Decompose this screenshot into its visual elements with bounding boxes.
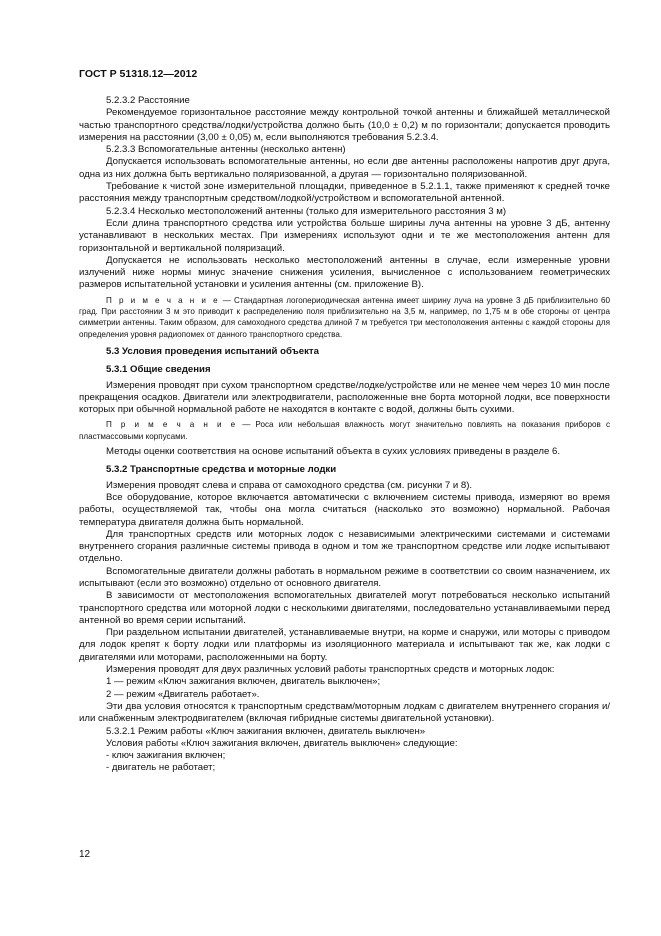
paragraph: Измерения проводят при сухом транспортном средстве/лодке/устройстве или не менее чем через 10 мин после прекращения осадков. Двигатели или электродвигатели, расположенные вне борта моторной лодки, все поверхности которых при обычной нормальной работе не находятся в контакте с водой, должны быть сухими. [79, 379, 610, 416]
paragraph: Измерения проводят слева и справа от самоходного средства (см. рисунки 7 и 8). [106, 479, 473, 491]
section-heading: 5.3 Условия проведения испытаний объекта [106, 345, 319, 357]
paragraph: Для транспортных средств или моторных лодок с независимыми электрическими системами и системами внутреннего сгорания различные системы привода в одном и том же транспортном средстве или лодке испытывают отдельно. [79, 528, 610, 565]
paragraph: Методы оценки соответствия на основе испытаний объекта в сухих условиях приведены в разделе 6. [106, 446, 561, 458]
paragraph: Допускается не использовать несколько местоположений антенны в случае, если измеренные уровни излучений ниже нормы минус значение снижения усиления, вычисленное с использованием геометрических размеров испытательной установки и усиления антенны (см. приложение В). [79, 254, 610, 291]
paragraph: Требование к чистой зоне измерительной площадки, приведенное в 5.2.1.1, также применяют к средней точке расстояния между транспортным средством/лодкой/устройством и вспомогательной антенной. [79, 181, 610, 205]
paragraph: Если длина транспортного средства или устройства больше ширины луча антенны на уровне 3 дБ, антенну устанавливают в нескольких местах. При измерениях используют одни и те же местоположения антенн для горизонтальной и вертикальной поляризаций. [79, 217, 610, 254]
note-text: — Стандартная логопериодическая антенна имеет ширину луча на уровне 3 дБ приблизительно 60 град. При расстоянии 3 м это приводит к распределению поля приблизительно на 3,5 м, например, по 1,75 м в обе стороны от центра симметрии антенны. Таким образом, для самоходного средства длиной 7 м требуется три местоположения антенны с каждой стороны для определения уровня радиопомех от данного транспортного средства. [79, 295, 610, 339]
paragraph: Эти два условия относятся к транспортным средствам/моторным лодкам с двигателем внутреннего сгорания и/или снабженным электродвигателем (включая гибридные системы двигательной установки). [79, 700, 610, 725]
paragraph: Вспомогательные двигатели должны работать в нормальном режиме в соответствии со своим назначением, их испытывают (если это возможно) отдельно от основного двигателя. [79, 565, 610, 589]
note-label: П р и м е ч а н и е [106, 295, 220, 305]
section-heading: 5.3.1 Общие сведения [106, 364, 211, 376]
paragraph: При раздельном испытании двигателей, устанавливаемые внутри, на корме и снаружи, или моторы с приводом для лодок крепят к борту лодки или платформы из изоляционного материала и испытывают так же, как лодки с двигателями или моторами, расположенными на борту. [79, 627, 610, 663]
subsection-heading: 5.2.3.2 Расстояние [106, 95, 190, 106]
list-item: 2 — режим «Двигатель работает». [106, 688, 260, 700]
note-label: П р и м е ч а н и е [106, 420, 238, 430]
subsection-heading: 5.2.3.3 Вспомогательные антенны (несколько антенн) [106, 144, 346, 156]
paragraph: Допускается использовать вспомогательные антенны, но если две антенны расположены напротив друг друга, одна из них должна быть вертикально поляризованной, а другая — горизонтально поляризованной. [79, 156, 610, 180]
note [79, 295, 610, 340]
list-item: 1 — режим «Ключ зажигания включен, двигатель выключен»; [106, 676, 381, 688]
page-content [79, 95, 610, 775]
paragraph: Рекомендуемое горизонтальное расстояние между контрольной точкой антенны и ближайшей металлической частью транспортного средства/лодки/устройства должно быть (10,0 ± 0,2) м по горизонтали; допускается проводить измерения на расстоянии (3,00 ± 0,05) м, если выполняются требования 5.2.3.4. [79, 107, 610, 143]
note [79, 419, 610, 442]
note-text: — Роса или небольшая влажность могут значительно повлиять на показания приборов с пластмассовыми корпусами. [79, 420, 610, 441]
page-number: 12 [79, 849, 91, 860]
subsection-heading: 5.2.3.4 Несколько местоположений антенны (только для измерительного расстояния 3 м) [106, 205, 507, 217]
paragraph: Условия работы «Ключ зажигания включен, двигатель выключен» следующие: [106, 737, 458, 749]
paragraph: В зависимости от местоположения вспомогательных двигателей могут потребоваться несколько испытаний транспортного средства или моторной лодки с несколькими двигателями, последовательно устанавливаемыми перед антенной во время серии испытаний. [79, 590, 610, 626]
subsection-heading: 5.3.2.1 Режим работы «Ключ зажигания включен, двигатель выключен» [106, 725, 426, 737]
list-item: - двигатель не работает; [106, 762, 216, 774]
list-item: - ключ зажигания включен; [106, 750, 226, 762]
section-heading: 5.3.2 Транспортные средства и моторные лодки [106, 464, 337, 476]
paragraph: Все оборудование, которое включается автоматически с включением системы привода, измеряют во время работы, осуществляемой так, чтобы она могла считаться (насколько это возможно) нормальной. Рабочая температура двигателя должна быть нормальной. [79, 491, 610, 528]
paragraph: Измерения проводят для двух различных условий работы транспортных средств и моторных лодок: [106, 664, 555, 676]
document-header: ГОСТ Р 51318.12—2012 [79, 68, 198, 80]
